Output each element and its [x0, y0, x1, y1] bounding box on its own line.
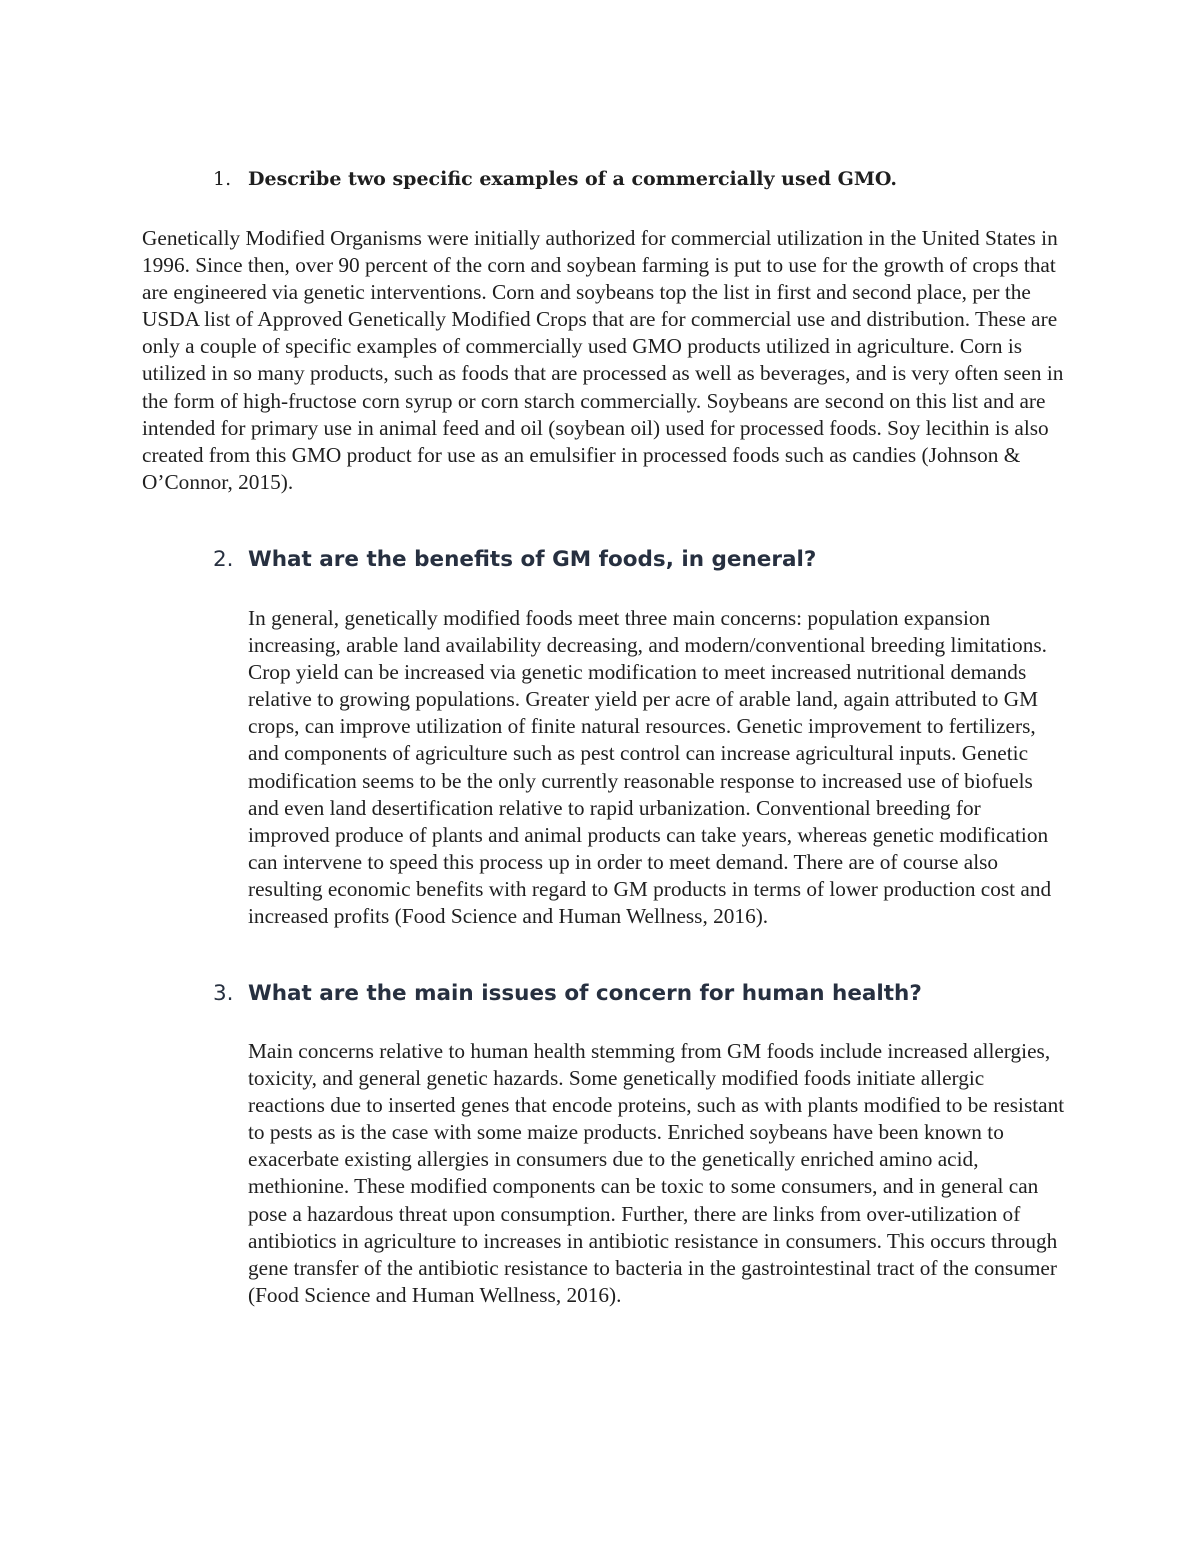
question-1-heading [213, 168, 897, 190]
question-2-answer: In general, genetically modified foods meet three main concerns: population expansion increasing, arable land availability decreasing, and modern/conventional breeding limitations. Crop yield can be increased via genetic modification to meet increased nutritional demands relative to growing populations. Greater yield per acre of arable land, again attributed to GM crops, can improve utilization of finite natural resources. Genetic improvement to fertilizers, and components of agriculture such as pest control can increase agricultural inputs. Genetic modification seems to be the only currently reasonable response to increased use of biofuels and even land desertification relative to rapid urbanization. Conventional breeding for improved produce of plants and animal products can take years, whereas genetic modification can intervene to speed this process up in order to meet demand. There are of course also resulting economic benefits with regard to GM products in terms of lower production cost and increased profits (Food Science and Human Wellness, 2016). [248, 606, 1052, 929]
question-3-title: What are the main issues of concern for human health? [248, 981, 922, 1006]
question-2-heading [213, 547, 816, 572]
question-1-answer: Genetically Modified Organisms were initially authorized for commercial utilization in the United States in 1996. Since then, over 90 percent of the corn and soybean farming is put to use for the growth of crops that are engineered via genetic interventions. Corn and soybeans top the list in first and second place, per the USDA list of Approved Genetically Modified Crops that are for commercial use and distribution. These are only a couple of specific examples of commercially used GMO products utilized in agriculture. Corn is utilized in so many products, such as foods that are processed as well as beverages, and is very often seen in the form of high-fructose corn syrup or corn starch commercially. Soybeans are second on this list and are intended for primary use in animal feed and oil (soybean oil) used for processed foods. Soy lecithin is also created from this GMO product for use as an emulsifier in processed foods such as candies (Johnson & O’Connor, 2015). [142, 226, 1064, 494]
question-3-heading [213, 981, 922, 1006]
question-1-title: Describe two specific examples of a commercially used GMO. [248, 168, 897, 190]
question-1-number: 1. [213, 168, 232, 190]
question-2-title: What are the benefits of GM foods, in general? [248, 547, 817, 572]
question-3-answer: Main concerns relative to human health stemming from GM foods include increased allergies, toxicity, and general genetic hazards. Some genetically modified foods initiate allergic reactions due to inserted genes that encode proteins, such as with plants modified to be resistant to pests as is the case with some maize products. Enriched soybeans have been known to exacerbate existing allergies in consumers due to the genetically enriched amino acid, methionine. These modified components can be toxic to some consumers, and in general can pose a hazardous threat upon consumption. Further, there are links from over-utilization of antibiotics in agriculture to increases in antibiotic resistance in consumers. This occurs through gene transfer of the antibiotic resistance to bacteria in the gastrointestinal tract of the consumer (Food Science and Human Wellness, 2016). [248, 1039, 1065, 1307]
question-3-number: 3. [213, 981, 234, 1006]
question-2-number: 2. [213, 547, 234, 572]
